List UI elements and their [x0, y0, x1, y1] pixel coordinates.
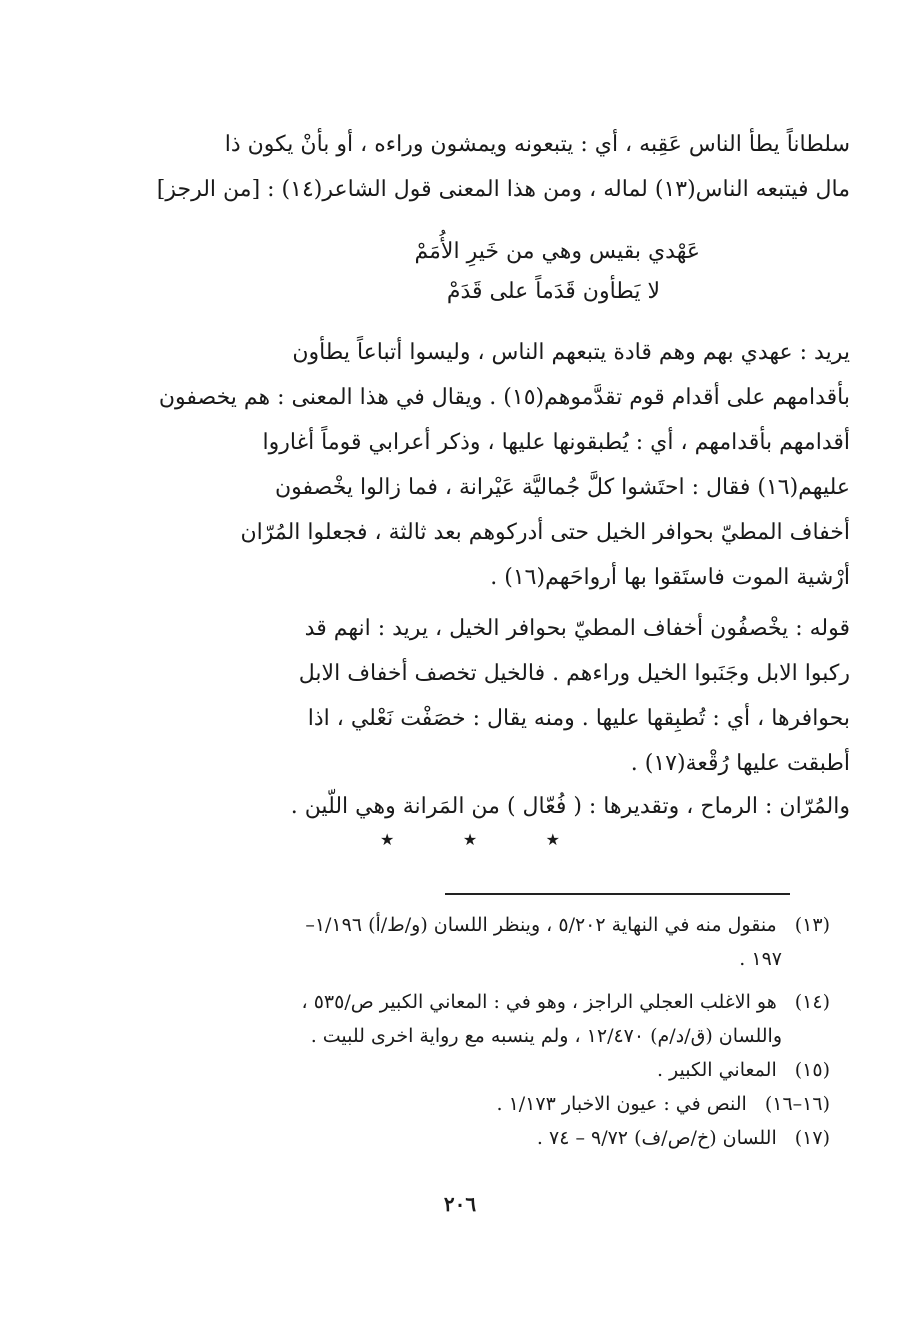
footnote-text: المعاني الكبير . [656, 1059, 777, 1081]
star-icon: ★ [462, 830, 478, 849]
footnote-13 [150, 908, 830, 976]
star-icon: ★ [545, 830, 560, 849]
footnote-text: منقول منه في النهاية ٥/٢٠٢ ، وينظر اللسان (و/ط/أ) ١/١٩٦– [305, 914, 777, 936]
paragraph-1 [100, 122, 850, 212]
paragraph-line: مال فيتبعه الناس(١٣) لماله ، ومن هذا المعنى قول الشاعر(١٤) : [من الرجز] [156, 177, 850, 202]
footnote-number: (١٦–١٦) [764, 1093, 830, 1115]
footnote-14 [150, 985, 830, 1087]
paragraph-line: ركبوا الابل وجَنَبوا الخيل وراءهم . فالخيل تخصف أخفاف الابل [298, 661, 850, 686]
paragraph-line: بحوافرها ، أي : تُطبِقها عليها . ومنه يقال : خصَفْت نَعْلي ، اذا [307, 706, 850, 731]
poetry-verse [250, 232, 720, 312]
paragraph-line: أقدامهم بأقدامهم ، أي : يُطبقونها عليها ، وذكر أعرابي قوماً أغاروا [262, 430, 850, 455]
paragraph-line: أطبقت عليها رُقْعة(١٧) . [630, 751, 850, 776]
verse-line-1: عَهْدي بقيس وهي من خَيرِ الأُمَمْ [414, 239, 700, 264]
section-separator [380, 830, 560, 849]
footnote-number: (١٤) [794, 991, 830, 1013]
footnote-text: واللسان (ق/د/م) ١٢/٤٧٠ ، ولم ينسبه مع رواية اخرى للبيت . [310, 1025, 782, 1047]
paragraph-line: عليهم(١٦) فقال : احتَشوا كلَّ جُماليَّة عَيْرانة ، فما زالوا يخْصفون [274, 475, 850, 500]
paragraph-line: يريد : عهدي بهم وهم قادة يتبعهم الناس ، وليسوا أتباعاً يطأون [292, 340, 850, 365]
footnote-text: النص في : عيون الاخبار ١/١٧٣ . [496, 1093, 747, 1115]
footnote-15 [150, 1053, 830, 1087]
footnote-text: اللسان (خ/ص/ف) ٩/٧٢ – ٧٤ . [536, 1127, 777, 1149]
paragraph-line: أرْشية الموت فاستَقوا بها أرواحَهم(١٦) . [490, 565, 850, 590]
paragraph-3 [100, 606, 850, 786]
verse-line-2: لا يَطأون قَدَماً على قَدَمْ [446, 279, 660, 304]
paragraph-line: أخفاف المطيّ بحوافر الخيل حتى أدركوهم بعد ثالثة ، فجعلوا المُرّان [240, 520, 850, 545]
paragraph-line: والمُرّان : الرماح ، وتقديرها : ( فُعّال ) من المَرانة وهي اللّين . [290, 794, 850, 819]
paragraph-2 [100, 330, 850, 600]
paragraph-line: بأقدامهم على أقدام قوم تقدَّموهم(١٥) . ويقال في هذا المعنى : هم يخصفون [158, 385, 850, 410]
footnote-17 [150, 1121, 830, 1155]
footnote-line [150, 908, 830, 942]
footnote-16 [150, 1087, 830, 1155]
paragraph-line: قوله : يخْصفُون أخفاف المطيّ بحوافر الخيل ، يريد : انهم قد [304, 616, 850, 641]
footnote-line [150, 1087, 830, 1121]
paragraph-4 [100, 784, 850, 829]
star-icon: ★ [380, 830, 395, 849]
footnote-text: ١٩٧ . [739, 948, 782, 970]
footnote-number: (١٣) [794, 914, 830, 936]
footnote-text: هو الاغلب العجلي الراجز ، وهو في : المعاني الكبير ص/٥٣٥ ، [301, 991, 777, 1013]
footnote-line [150, 1019, 830, 1053]
paragraph-line: سلطاناً يطأ الناس عَقِبه ، أي : يتبعونه ويمشون وراءه ، أو بأنْ يكون ذا [224, 132, 850, 157]
page-number: ٢٠٦ [443, 1192, 477, 1216]
footnote-divider [445, 893, 790, 895]
footnote-number: (١٧) [794, 1127, 830, 1149]
footnote-line [150, 942, 830, 976]
footnote-number: (١٥) [794, 1059, 830, 1081]
footnote-line [150, 985, 830, 1019]
